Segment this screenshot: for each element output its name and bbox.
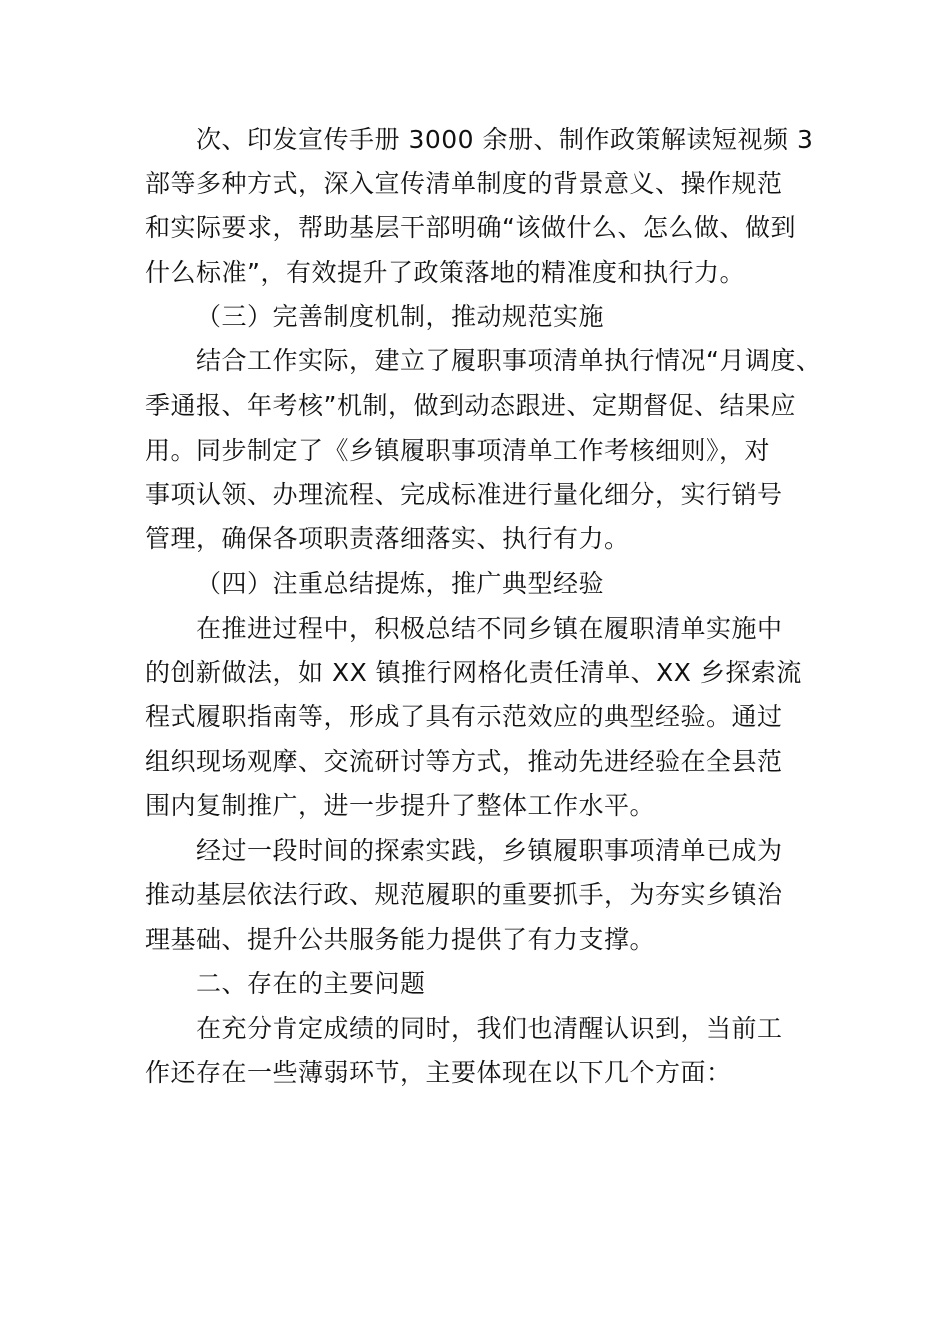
section-heading-2: 二、存在的主要问题 (196, 969, 426, 998)
body-line-7: 季通报、年考核”机制，做到动态跟进、定期督促、结果应 (145, 391, 796, 420)
body-line-3: 和实际要求，帮助基层干部明确“该做什么、怎么做、做到 (145, 213, 796, 242)
body-line-15: 组织现场观摩、交流研讨等方式，推动先进经验在全县范 (145, 747, 783, 776)
body-line-19: 理基础、提升公共服务能力提供了有力支撑。 (145, 925, 656, 954)
body-line-6: 结合工作实际，建立了履职事项清单执行情况“月调度、 (196, 346, 822, 375)
body-line-10: 管理，确保各项职责落细落实、执行有力。 (145, 524, 630, 553)
body-line-14: 程式履职指南等，形成了具有示范效应的典型经验。通过 (145, 702, 783, 731)
body-line-8: 用。同步制定了《乡镇履职事项清单工作考核细则》，对 (145, 436, 771, 465)
body-line-4: 什么标准”，有效提升了政策落地的精准度和执行力。 (145, 258, 745, 287)
body-line-17: 经过一段时间的探索实践，乡镇履职事项清单已成为 (196, 836, 783, 865)
body-line-2: 部等多种方式，深入宣传清单制度的背景意义、操作规范 (145, 169, 783, 198)
body-line-22: 作还存在一些薄弱环节，主要体现在以下几个方面： (145, 1058, 732, 1087)
section-heading-4: （四）注重总结提炼，推广典型经验 (196, 569, 605, 598)
body-line-9: 事项认领、办理流程、完成标准进行量化细分，实行销号 (145, 480, 783, 509)
section-heading-3: （三）完善制度机制，推动规范实施 (196, 302, 605, 331)
body-line-18: 推动基层依法行政、规范履职的重要抓手，为夯实乡镇治 (145, 880, 783, 909)
body-line-16: 围内复制推广，进一步提升了整体工作水平。 (145, 791, 656, 820)
body-line-13: 的创新做法，如 XX 镇推行网格化责任清单、XX 乡探索流 (145, 658, 802, 687)
body-line-21: 在充分肯定成绩的同时，我们也清醒认识到，当前工 (196, 1014, 783, 1043)
body-line-12: 在推进过程中，积极总结不同乡镇在履职清单实施中 (196, 614, 783, 643)
body-line-1: 次、印发宣传手册 3000 余册、制作政策解读短视频 3 (196, 125, 814, 154)
